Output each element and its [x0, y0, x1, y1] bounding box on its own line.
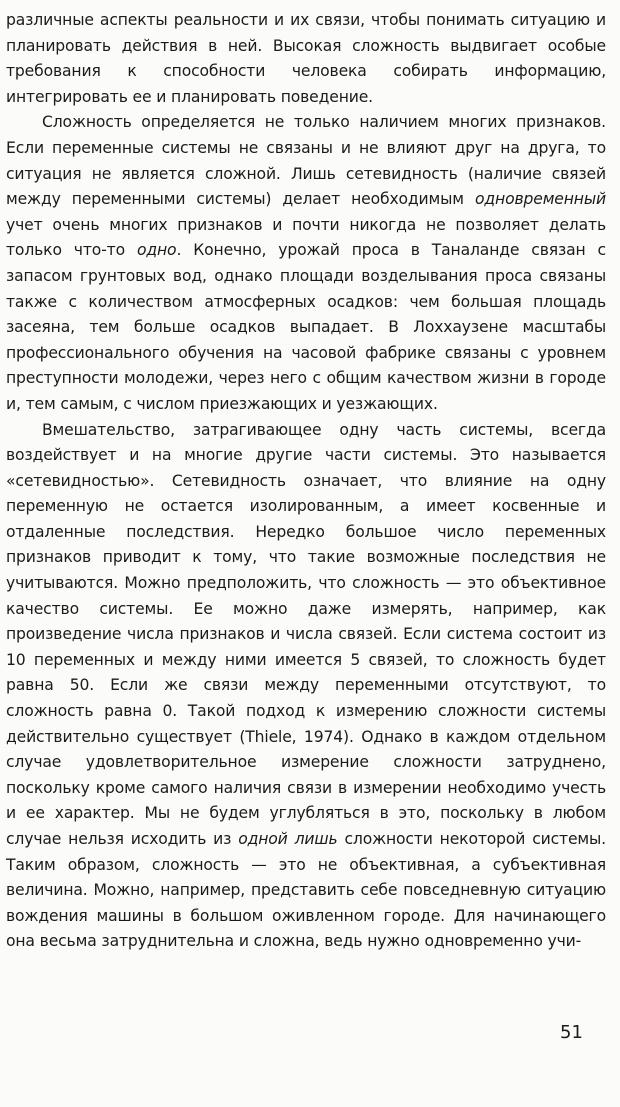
text-run: . Конечно, урожай проса в Таналанде связан с запасом грунтовых вод, однако площади возделывания проса связаны также с количеством атмосферных осадков: чем большая площадь засеяна, тем больше осадков выпадает. В Лоххаузене масштабы профессионального обучения на часовой фабрике связаны с уровнем преступности молодежи, через него с общим качеством жизни в городе и, тем самым, с числом приезжающих и уезжающих.: [6, 241, 606, 413]
text-run: различные аспекты реальности и их связи, чтобы понимать ситуацию и планировать действия в ней. Высокая сложность выдвигает особые требования к способности человека собирать информацию, интегрировать ее и планировать поведение.: [6, 11, 606, 106]
italic-emphasis: одно: [136, 241, 177, 260]
text-run: Вмешательство, затрагивающее одну часть системы, всегда воздействует и на многие другие части системы. Это называется «сетевидностью». Сетевидность означает, что влияние на одну переменную не остается изолированным, а имеет косвенные и отдаленные последствия. Нередко большое число переменных признаков приводит к тому, что такие возможные последствия не учитываются. Можно предположить, что сложность — это объективное качество системы. Ее можно даже измерять, например, как произведение числа признаков и числа связей. Если система состоит из 10 переменных и между ними имеется 5 связей, то сложность будет равна 50. Если же связи между переменными отсутствуют, то сложность равна 0. Такой подход к измерению сложности системы действительно существует (Thiele, 1974). Однако в каждом отдельном случае удовлетворительное измерение сложности затруднено, поскольку кроме самого наличия связи в измерении необходимо учесть и ее характер. Мы не будем углубляться в это, поскольку в любом случае нельзя исходить из: [6, 420, 606, 848]
paragraph-3: [6, 418, 606, 955]
text-run: сложности некоторой системы. Таким образом, сложность — это не объективная, а субъективная величина. Можно, например, представить себе повседневную ситуацию вождения машины в большом оживленном городе. Для начинающего она весьма затруднительна и сложна, ведь нужно одновременно учи-: [6, 830, 606, 951]
italic-emphasis: одной лишь: [238, 830, 338, 848]
body-text: [6, 8, 606, 955]
paragraph-1: [6, 8, 606, 110]
text-run: Сложность определяется не только наличием многих признаков. Если переменные системы не связаны и не влияют друг на друга, то ситуация не является сложной. Лишь сетевидность (наличие связей между переменными системы) делает необходимым: [6, 113, 606, 209]
italic-emphasis: одновременный: [475, 190, 606, 209]
page-number: 51: [560, 1022, 583, 1043]
text-run: учет очень многих признаков и почти никогда не позволяет делать только что-то: [6, 215, 606, 260]
paragraph-2: [6, 110, 606, 417]
